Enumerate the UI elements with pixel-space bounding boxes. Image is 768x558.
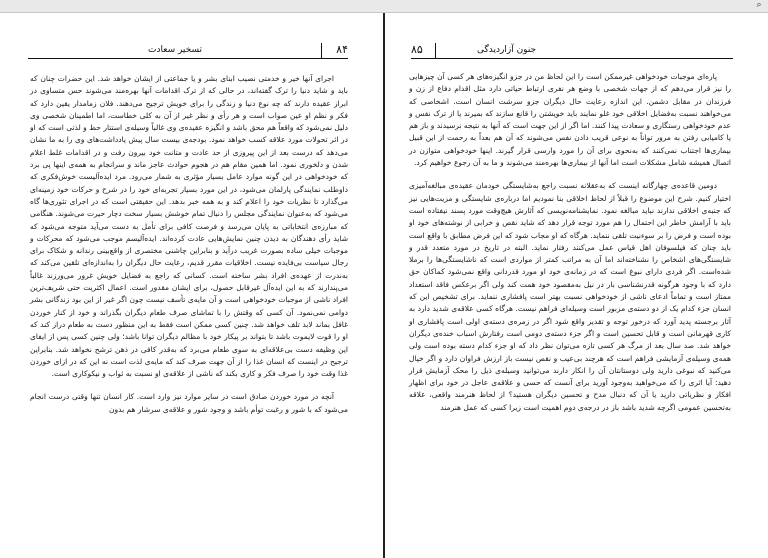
left-page-header [28, 43, 348, 59]
header-separator [435, 43, 436, 59]
left-page-number: ۸۴ [336, 43, 348, 56]
paragraph: دومین قاعده‌ی چهارگانه اینست که به‌عقلانه نسبت راجع به‌شایستگی خودمان عقیده‌ی مبالغه‌آمیزی اختیار کنیم. شرح این موضوع را قبلاً از لحاظ اخلاقی بنا نمودیم اما درباره‌ی شایستگی و مزیت‌هایی نیز که جنبه‌ی اخلاقی ندارند نباید مبالغه نمود. نمایشنامه‌نویسی که آثارش هیچ‌وقت مورد پسند نیفتاده است باید با آرامش خاطر این احتمال را هم مورد توجه قرار دهد که شاید نقص و خرابی از نوشته‌های خود او بوده است و فرض را بر سوءنیت تلقی ننماید. هرگاه که او مجاب شود که این فرض مطابق با واقع است باید چنان که فیلسوفان اهل قیاس عمل می‌کنند رفتار نماید. البته در تاریخ در مورد متعدد قدر و شایستگی‌های اشخاص را نشناخته‌اند اما آن به مراتب کمتر از مواردی است که ناشایستگی‌ها را برملا شده‌است. اگر فردی دارای نبوغ است که در زمانه‌ی خود او مورد قدردانی واقع نمی‌شود کماکان حق دارد که با وجود هرگونه قدرنشناسی بار در نیل به‌مقصود خود همت کند ولی اگر برعکس فاقد استعداد ممتاز است و تماماً ادعای ناشی از خودخواهی نسبت بهتر است پافشاری ننماید. برای تشخیص این که انسان جزء کدام یک از دو دسته‌ی مزبور است وسیله‌ای فراهم نیست. هرگاه کسی علاقه‌ی شدید دارد به آثار برجسته پدید آورد که درخور توجه و تقدیر واقع شود اگر در زمره‌ی دسته‌ی اولی است پافشاری او کاری قهرمانی است و قابل تحسین است و اگر جزء دسته‌ی دومی است رفتارش اسباب خنده‌ی دیگران خواهد شد. صد سال بعد از مرگ هر کسی تازه می‌توان نظر داد که او جزء کدام دسته بوده است ولی همه‌ی وسیله‌ی آزمایشی فراهم است که هرچند بی‌عیب و نقص نیست باز ارزش فراوان دارد و اگر خیال می‌کنید که نبوغی دارید ولی دوستانتان آن را انکار دارند می‌توانید وسیله‌ی ذیل را محک آزمایش قرار دهید: آیا اثری را که می‌خواهید به‌وجود آورید برای آنست که حسی و علاقه‌ی عاجل در خود برای اظهار افکار و نظریاتی دارید یا آن که دنبال مدح و تحسین دیگران هستید؟ از لحاظ هنرمند واقعی، علاقه به‌تحسین عمومی اگرچه شدید باشد باز در درجه‌ی دوم اهمیت است زیرا کسی که عمل هنرمند [409, 181, 731, 412]
right-page-body [409, 71, 731, 414]
viewer-toolbar [0, 0, 768, 13]
paragraph: اجرای آنها خیر و خدمتی نصیب ابنای بشر و یا جماعتی از ایشان خواهد شد. این حضرات چنان که باید و شاید دنیا را ترک گفته‌اند، در حالی که از ترک اقدامات آنها بهره‌مند می‌شوند حس متساوی در ابراز عقیده دارند که چه نوع دنیا و زندگی را برای خویش ترجیح می‌دهند. فلان زمامدار یقین دارد که فکر و نظم او عین صواب است و هر رأی و نظر غیر از آن به کلی خطاست، اما اطمینان شخصی وی دلیل نمی‌شود که واقعاً هم محق باشد و انگیزه عقیده‌ی وی غالباً وسیله‌ی استتار حظ و لذتی است که او در اثر تحولات مورد علاقه کسب خواهد نمود. بودجه‌ی بیست سال پیش یادداشت‌های وی را به ما نشان می‌دهد که درست بعد از این پیروزی از حد عادت و متانت خود بیرون رفت و در اقدامات غلط اعلام شدن و دلخوری نمود. اما همین مقام هم در هجوم حوادث عاجز ماند و سرانجام به همه‌ی اینها پی برد که خودخواهی در این گونه موارد عامل بسیار مؤثری به شمار می‌رود. مرد ایده‌آلیست خوش‌فکری که داوطلب نمایندگی پارلمان می‌شود، در این مورد بسیار تجربه‌ای خود را در شرح و حرکات خود زمینه‌ای می‌گذارد تا نظریات خود را اعلام کند و به همه خبر بدهد. این حقیقتی است که در اجرای تئوری‌ها گاه می‌شود که به‌عنوان نمایندگی مجلس را دنبال تمام خوشش بسیار سخت دچار حیرت می‌شوند. هنگامی که مبارزه‌ی انتخاباتی به پایان می‌رسد و فرصت کافی برای تأمل به دست می‌آید متوجه می‌شود که شاید رأی دهندگان به دیدن چنین نمایش‌هایی عادت کرده‌اند. ایده‌آلیسم موجب می‌شود که محرکات و موجبات خیلی ساده بصورت غریب درآید و بنابراین چاشنی مختصری از واقع‌بینی رندانه و شکاک برای رجال سیاست بی‌فایده نیست. اخلاقیات مقرر قدیم، رعایت حال دیگران را به‌اندازه‌ای تلقین می‌کند که به‌ندرت از عهده‌ی افراد بشر ساخته است. کسانی که راجع به فضایل خویش غرور می‌ورزند غالباً می‌پندارند که به این ایده‌آل غیرقابل حصول، برای ایشان مقدور است. اعمال اکثریت حتی شریف‌ترین افراد ناشی از موجبات خودخواهی است و آن مایه‌ی تأسف نیست چون اگر غیر از این بود زندگانی بشر دوامی نمی‌نمود. آن کسی که وقتش را با تماشای صرف طعام دیگران بگذراند و خود از کنار خوردن غافل بماند لابد تلف خواهد شد. چنین کسی ممکن است فقط به این منظور دست به طعام دراز کند که او را قوت لایموت باشد تا بتواند بر پیکار خود با مظالم دیگران توانا باشد؛ ولی چنین کسی پس از ایفای این وظیفه دست بی‌علاقه‌ای به سوی طعام می‌برد که به‌قدر کافی در ذهن ترشح نخواهد شد. بنابراین ترجیح در اینست که انسان غذا را از آن جهت صرف کند که مایه‌ی لذت است نه این که در ازای خوردن غذا وقت خود را صرف فکر و کاری بکند که ناشی از علاقه‌ی او نسبت به ثواب و نیکوکاری است. [30, 74, 348, 379]
left-page-body [30, 73, 348, 416]
left-running-title: تسخیر سعادت [148, 45, 202, 55]
left-page [0, 13, 383, 558]
right-running-title: جنون آزاردیدگی [477, 45, 537, 55]
right-page-header [411, 43, 733, 59]
right-page [385, 13, 768, 558]
book-spread [0, 13, 768, 558]
header-separator [321, 43, 322, 59]
header-rule [28, 58, 348, 59]
right-page-number: ۸۵ [411, 43, 423, 56]
paragraph: پاره‌ای موجبات خودخواهی غیرممکن است را این لحاظ من در جزو انگیزه‌های هر کسی آن چیزهایی را نیز قرار می‌دهم که از جهات شخصی با وضع هر نفری ارتباط حیاتی دارد مثل اقدام دفاع از زن و فرزندان در مقابل دشمن. این اندازه رعایت حال دیگران جزو سرشت انسان است. اشخاصی که می‌خواهند نسبت به‌فضایل اخلاقی خود غلو نمایند باید خویشتن را قانع سازند که بمیرند یا از ترک نفس و عدم خودخواهی رستگاری و سعادت پیدا کنند. اما اگر از این جهت است که آنها به نتیجه نرسیدند و باز هم یا کامیابی رفتن به مرور تواناً به نوعی قریب دادن نفس می‌شوند که آن هم بعداً به رحمت از این قبیل بیماری‌ها اجتناب نمی‌کنند که به‌نحوی برای آن را مورد وارسی قرار گیرند. اینها خودخواهی متوازن در اتصال همیشه شامل مشکلات است اما آنها از بیماری‌ها بهره‌مند می‌شوند و ما به آن رجوع خواهیم کرد. [409, 72, 731, 168]
page-icon[interactable]: ⌕ [756, 0, 762, 10]
header-rule [411, 58, 733, 59]
paragraph: آنچه در مورد خوردن صادق است در سایر موارد نیز وارد است. کار انسان تنها وقتی درست انجام می‌شود که با شور و رغبت توأم باشد و وجود شور و علاقه‌ی سرشار هم بدون [30, 392, 348, 414]
